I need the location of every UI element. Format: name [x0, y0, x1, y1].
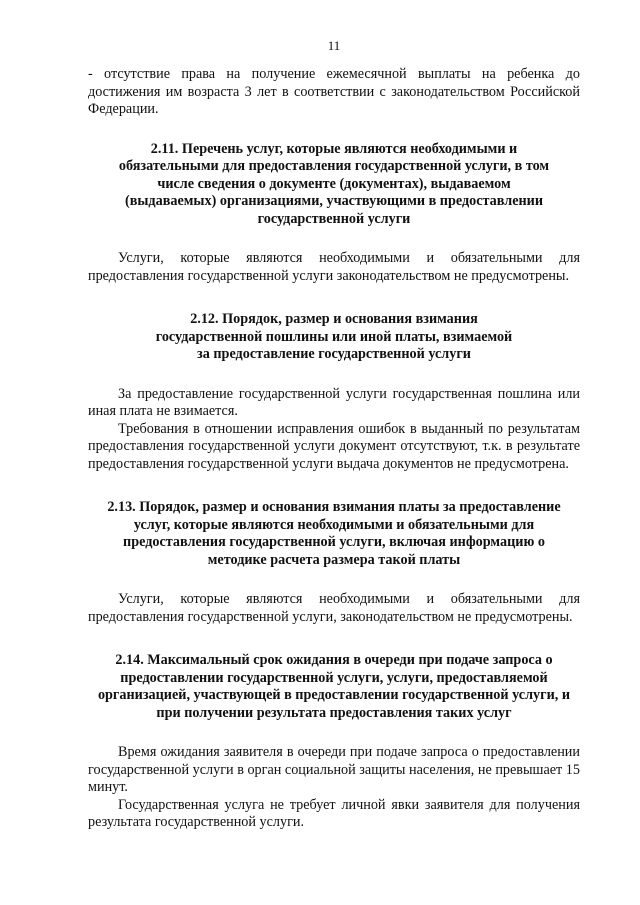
- section-2-14-paragraph-1: Время ожидания заявителя в очереди при подаче запроса о предоставлении государственной услуги в орган социальной защиты населения, не превышает 15 минут.: [88, 744, 580, 795]
- top-paragraph: - отсутствие права на получение ежемесячной выплаты на ребенка до достижения им возраста 3 лет в соответствии с законодательством Российской Федерации.: [88, 66, 580, 117]
- section-2-11-heading: 2.11. Перечень услуг, которые являются необходимыми и обязательными для предоставления государственной услуги, в том числе сведения о документе (документах), выдаваемом (выдаваемых) организациями, участвующими в предоставлении государственной услуги: [118, 140, 550, 227]
- document-page: [88, 38, 580, 832]
- section-2-14-paragraph-2: Государственная услуга не требует личной явки заявителя для получения результата государственной услуги.: [88, 796, 580, 830]
- section-2-12-paragraph-1: За предоставление государственной услуги государственная пошлина или иная плата не взимается.: [88, 385, 580, 419]
- section-2-12-paragraph-2: Требования в отношении исправления ошибок в выданный по результатам предоставления государственной услуги документ отсутствуют, т.к. в результате предоставления государственной услуги выдача документов не предусмотрена.: [88, 420, 580, 472]
- section-2-12-heading: 2.12. Порядок, размер и основания взимания государственной пошлины или иной платы, взимаемой за предоставление государственной услуги: [155, 311, 513, 362]
- section-2-11-paragraph: Услуги, которые являются необходимыми и обязательными для предоставления государственной услуги законодательством не предусмотрены.: [88, 250, 580, 284]
- section-2-14-heading: 2.14. Максимальный срок ожидания в очереди при подаче запроса о предоставлении государственной услуги, услуги, предоставляемой организацией, участвующей в предоставлении государственной услуги, и при получении результата предоставления таких услуг: [97, 652, 571, 721]
- section-2-13-heading: 2.13. Порядок, размер и основания взимания платы за предоставление услуг, которые являются необходимыми и обязательными для предоставления государственной услуги, включая информацию о методике расчета размера такой платы: [107, 499, 561, 568]
- page-number: 11: [327, 38, 341, 53]
- section-2-13-paragraph: Услуги, которые являются необходимыми и обязательными для предоставления государственной услуги, законодательством не предусмотрены.: [88, 591, 580, 625]
